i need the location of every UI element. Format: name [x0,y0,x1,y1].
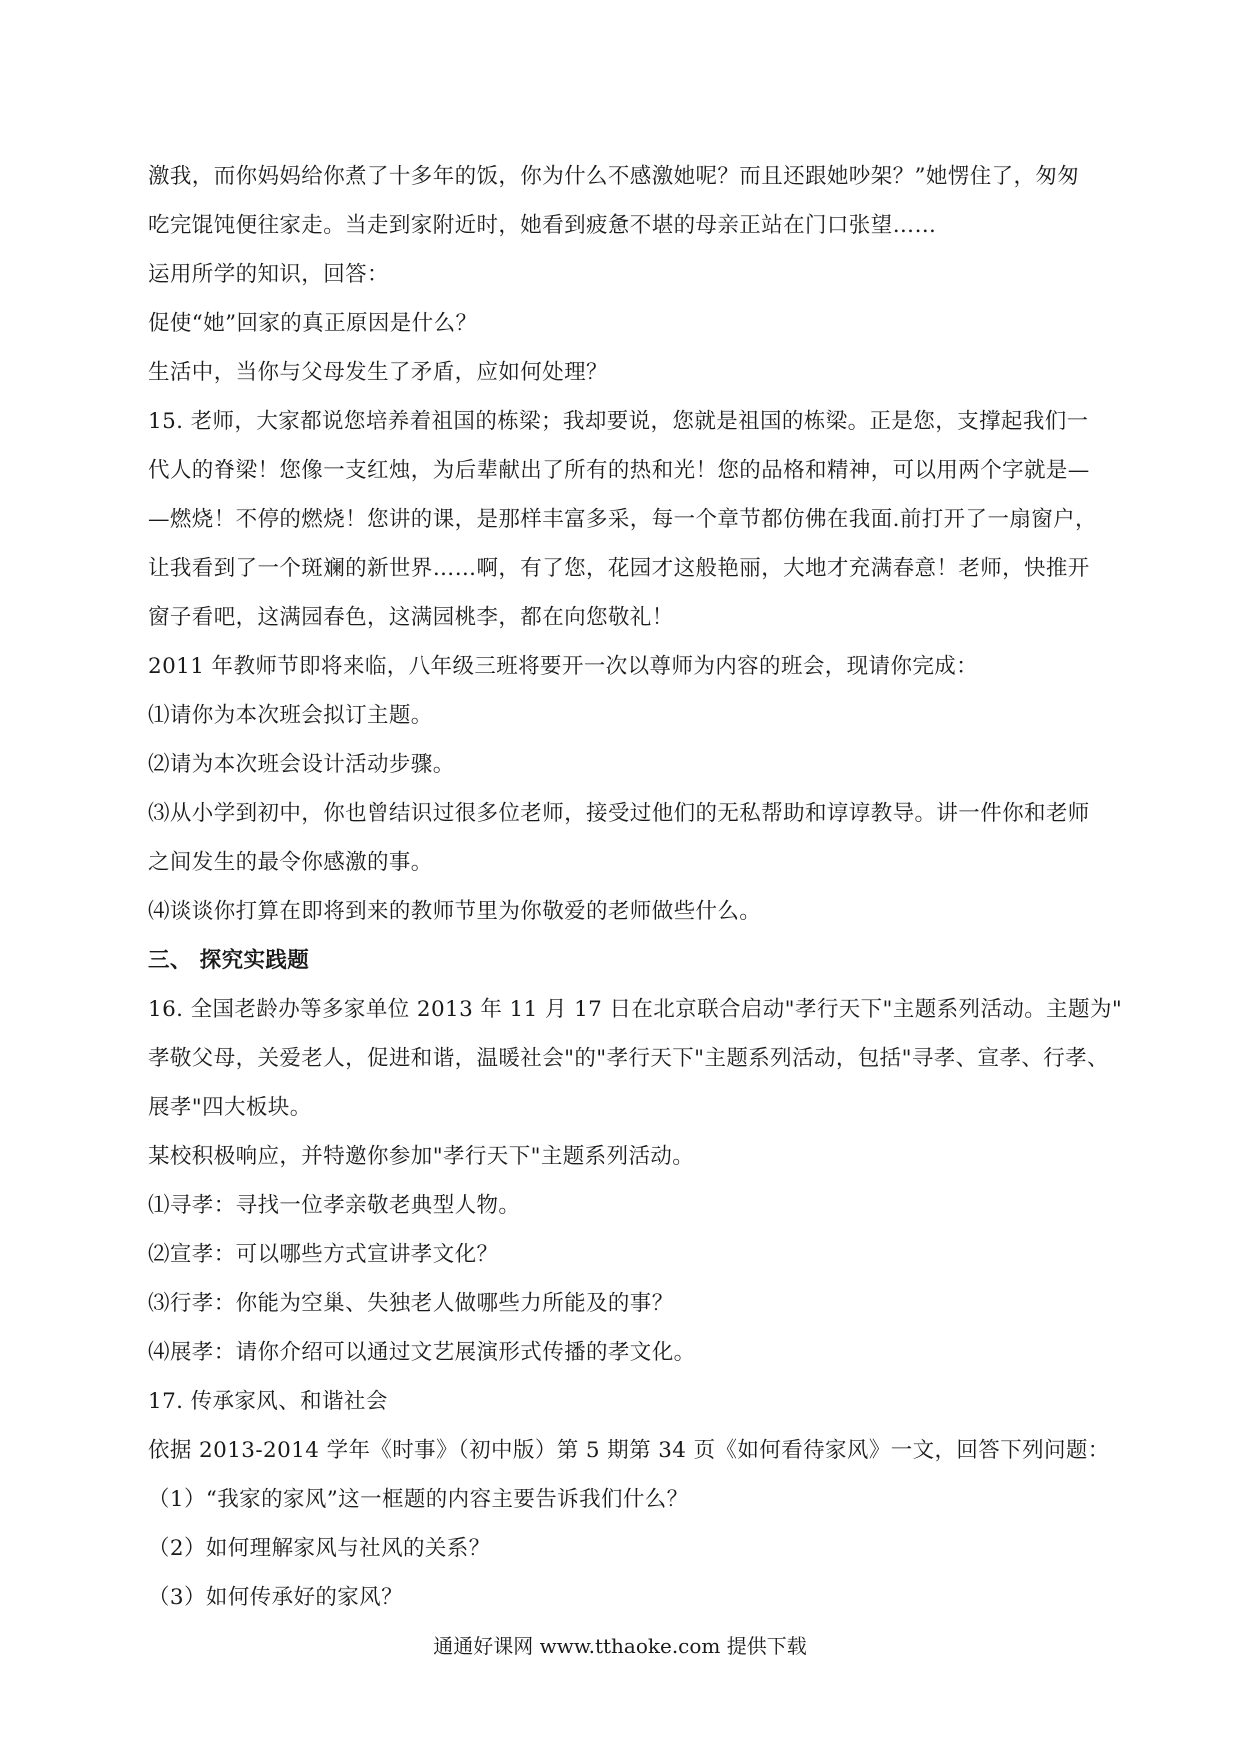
sub-question: ⑵宣孝：可以哪些方式宣讲孝文化？ [148,1242,499,1267]
text-line: 吃完馄饨便往家走。当走到家附近时，她看到疲惫不堪的母亲正站在门口张望…… [148,213,937,238]
sub-question: （3）如何传承好的家风？ [148,1585,403,1610]
text-line: 展孝"四大板块。 [148,1095,312,1120]
sub-question: ⑶行孝：你能为空巢、失独老人做哪些力所能及的事？ [148,1291,674,1316]
text-line: 窗子看吧，这满园春色，这满园桃李，都在向您敬礼！ [148,605,674,630]
sub-question: （1）“我家的家风”这一框题的内容主要告诉我们什么？ [148,1487,689,1512]
sub-question: （2）如何理解家风与社风的关系？ [148,1536,491,1561]
text-line: 促使“她”回家的真正原因是什么？ [148,311,478,336]
sub-question: ⑵请为本次班会设计活动步骤。 [148,752,455,777]
text-line: 之间发生的最令你感激的事。 [148,850,433,875]
section-heading: 三、 探究实践题 [148,948,310,973]
document-body [148,152,1123,1622]
text-line: 代人的脊梁！您像一支红烛，为后辈献出了所有的热和光！您的品格和精神，可以用两个字就是— [148,458,1090,483]
text-line: 依据 2013-2014 学年《时事》（初中版）第 5 期第 34 页《如何看待家风》一文，回答下列问题： [148,1438,1110,1463]
text-line: 孝敬父母，关爱老人，促进和谐，温暖社会"的"孝行天下"主题系列活动，包括"寻孝、宣孝、行孝、 [148,1046,1109,1071]
question-17: 17. 传承家风、和谐社会 [148,1389,388,1414]
text-line: 激我，而你妈妈给你煮了十多年的饭，你为什么不感激她呢？而且还跟她吵架？”她愣住了，匆匆 [148,164,1080,189]
text-line: —燃烧！不停的燃烧！您讲的课，是那样丰富多采，每一个章节都仿佛在我面.前打开了一扇窗户， [148,507,1097,532]
text-line: 某校积极响应，并特邀你参加"孝行天下"主题系列活动。 [148,1144,695,1169]
text-line: 生活中，当你与父母发生了矛盾，应如何处理？ [148,360,608,385]
sub-question: ⑴请你为本次班会拟订主题。 [148,703,433,728]
page-footer: 通通好课网 www.tthaoke.com 提供下载 [433,1634,807,1658]
question-16: 16. 全国老龄办等多家单位 2013 年 11 月 17 日在北京联合启动"孝行天下"主题系列活动。主题为" [148,997,1123,1022]
sub-question: ⑷展孝：请你介绍可以通过文艺展演形式传播的孝文化。 [148,1340,696,1365]
text-line: 运用所学的知识，回答： [148,262,389,287]
text-line: 2011 年教师节即将来临，八年级三班将要开一次以尊师为内容的班会，现请你完成： [148,654,979,679]
text-line: 让我看到了一个斑斓的新世界……啊，有了您，花园才这般艳丽，大地才充满春意！老师，快推开 [148,556,1090,581]
sub-question: ⑴寻孝：寻找一位孝亲敬老典型人物。 [148,1193,521,1218]
sub-question: ⑷谈谈你打算在即将到来的教师节里为你敬爱的老师做些什么。 [148,899,762,924]
question-15: 15. 老师，大家都说您培养着祖国的栋梁；我却要说，您就是祖国的栋梁。正是您，支撑起我们一 [148,409,1089,434]
sub-question: ⑶从小学到初中，你也曾结识过很多位老师，接受过他们的无私帮助和谆谆教导。讲一件你和老师 [148,801,1090,826]
